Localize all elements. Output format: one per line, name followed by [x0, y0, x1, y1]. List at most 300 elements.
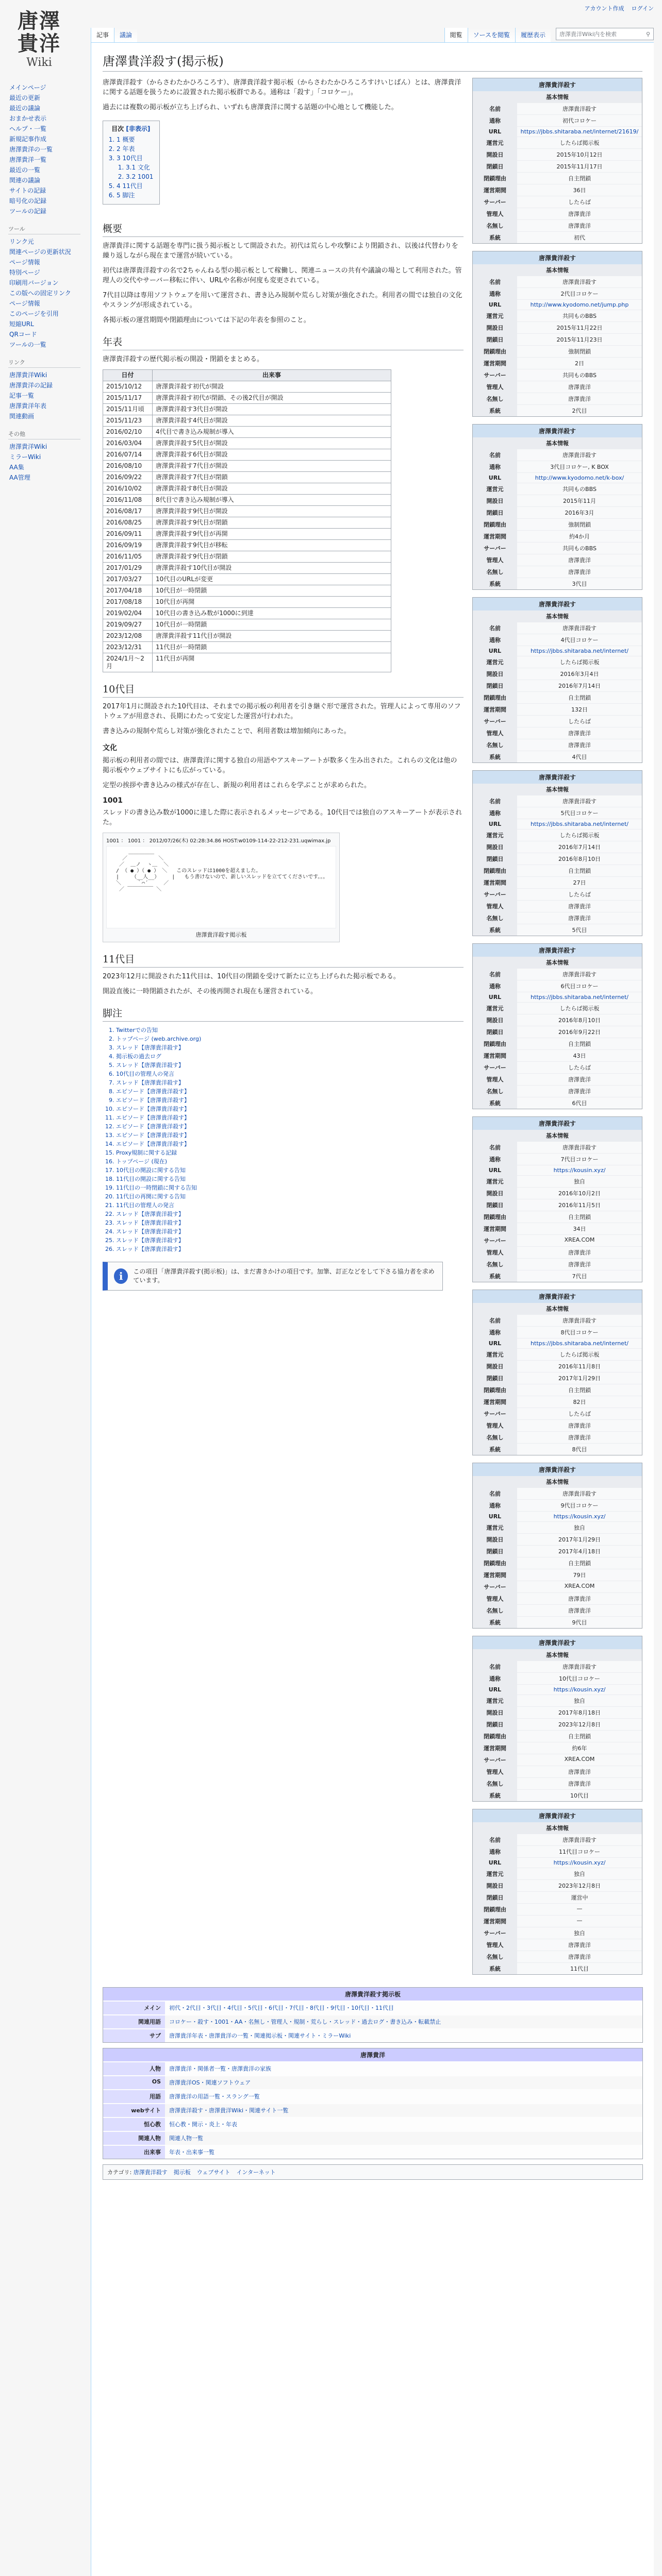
sidebar-item-tools[interactable]: リンク元	[9, 238, 34, 245]
category-link[interactable]: インターネット	[236, 2169, 276, 2176]
sidebar-item-tools[interactable]: 特別ページ	[9, 269, 40, 276]
infobox-value: したらば掲示板	[559, 140, 600, 146]
infobox-key: 運営期間	[473, 1916, 517, 1927]
aa-header: 1001 ： 1001 ： 2012/07/26(木) 02:28:34.86 HOST:w0109-114-22-212-231.uqwimax.jp	[106, 838, 331, 844]
search-icon[interactable]: ⚲	[646, 30, 650, 38]
infobox	[472, 1636, 642, 1802]
infobox-value: 2023年12月8日	[558, 1721, 601, 1728]
reference-item[interactable]: 9. エピソード【唐澤貴洋殺す】	[116, 1096, 464, 1105]
navbox-list[interactable]: 唐澤貴洋年表・唐澤貴洋の一覧・関連掲示板・関連サイト・ミラーWiki	[169, 2032, 351, 2039]
infobox-value: 唐澤貴洋	[568, 1607, 591, 1614]
infobox-value: 3代目コロケー, K BOX	[550, 464, 609, 470]
infobox-key: 通称	[473, 288, 517, 299]
infobox-value[interactable]: http://www.kyodomo.net/jump.php	[530, 301, 629, 308]
infobox-row	[473, 114, 642, 126]
reference-item[interactable]: 26. スレッド【唐澤貴洋殺す】	[116, 1245, 464, 1253]
infobox-row	[473, 310, 642, 321]
infobox-row	[473, 1730, 642, 1742]
reference-item[interactable]: 24. スレッド【唐澤貴洋殺す】	[116, 1227, 464, 1236]
infobox-row	[473, 103, 642, 114]
reference-item[interactable]: 16. トップページ (現在)	[116, 1157, 464, 1166]
paragraph: 2023年12月に開設された11代目は、10代目の閉鎖を受けて新たに立ち上げられた掲示板である。	[103, 973, 400, 980]
history-event: 唐澤貴洋殺す5代目が開設	[153, 438, 391, 449]
infobox	[472, 78, 642, 244]
infobox-key: サーバー	[473, 196, 517, 208]
navbox-list[interactable]: 唐澤貴洋の用語一覧・スラング一覧	[169, 2093, 260, 2100]
infobox-value[interactable]: http://www.kyodomo.net/k-box/	[535, 474, 624, 481]
sidebar-item-tools[interactable]: QRコード	[9, 331, 37, 338]
infobox-value: 唐澤貴洋	[568, 1261, 591, 1268]
infobox-title: 唐澤貴洋殺す	[473, 598, 642, 611]
navbox-list[interactable]: 初代・2代目・3代目・4代目・5代目・6代目・7代目・8代目・9代目・10代目・11代目	[169, 2005, 394, 2011]
infobox-row	[473, 1396, 642, 1408]
category-link[interactable]: ウェブサイト	[196, 2169, 230, 2176]
infobox-value: 強制閉鎖	[568, 348, 591, 355]
infobox	[472, 1463, 642, 1629]
infobox-key: サーバー	[473, 1581, 517, 1592]
table-row	[103, 642, 391, 653]
infobox-row	[473, 1694, 642, 1706]
infobox-row	[473, 1326, 642, 1338]
infobox-row	[473, 483, 642, 495]
toc-toggle[interactable]: [非表示]	[126, 125, 151, 132]
reference-item[interactable]: 15. Proxy規制に関する記録	[116, 1148, 464, 1157]
navbox-list[interactable]: 唐澤貴洋殺す・唐澤貴洋Wiki・関連サイト一覧	[165, 2104, 642, 2117]
toc-item[interactable]: 2. 2 年表	[117, 144, 153, 154]
sidebar-item-other[interactable]: AA管理	[9, 474, 30, 481]
history-date: 2016/08/10	[103, 461, 153, 472]
reference-item[interactable]: 19. 11代目の一時閉鎖に関する告知	[116, 1183, 464, 1192]
reference-item[interactable]: 21. 11代目の管理人の発言	[116, 1201, 464, 1210]
navbox-list[interactable]: 唐澤貴洋OS・関連ソフトウェア	[165, 2076, 642, 2089]
table-row	[103, 381, 391, 393]
infobox-value: 独自	[574, 1698, 585, 1704]
section-heading-culture: 文化	[103, 744, 117, 752]
infobox-row	[473, 1270, 642, 1282]
sidebar-nav	[8, 82, 91, 216]
infobox-value[interactable]: https://jbbs.shitaraba.net/internet/	[531, 821, 628, 827]
infobox-value[interactable]: https://jbbs.shitaraba.net/internet/	[531, 1340, 628, 1347]
infobox-row	[473, 1581, 642, 1592]
infobox-row	[473, 1419, 642, 1431]
infobox-row	[473, 1199, 642, 1211]
infobox-row	[473, 1211, 642, 1223]
infobox	[472, 251, 642, 417]
infobox-row	[473, 715, 642, 727]
infobox-key: 閉鎖理由	[473, 692, 517, 703]
infobox-value: 2017年1月29日	[558, 1375, 601, 1382]
sidebar-item-links[interactable]: 唐澤貴洋Wiki	[9, 371, 47, 379]
infobox-key: URL	[473, 1512, 517, 1521]
infobox-row	[473, 1073, 642, 1085]
infobox-key: 名無し	[473, 1259, 517, 1270]
infobox-row	[473, 622, 642, 634]
sidebar-item-tools[interactable]: このページを引用	[9, 310, 59, 317]
sidebar-item-nav[interactable]: 最近の一覧	[9, 166, 41, 174]
tab-read[interactable]: 閲覧	[444, 28, 468, 42]
infobox-key: 開設日	[473, 668, 517, 680]
infobox-value: 唐澤貴洋殺す	[562, 625, 597, 632]
infobox-value: 共同ものBBS	[562, 545, 597, 552]
infobox-value: 2015年11月17日	[556, 163, 603, 170]
infobox-value[interactable]: https://kousin.xyz/	[553, 1167, 606, 1174]
category-link[interactable]: 掲示板	[173, 2169, 191, 2176]
navbox-list[interactable]: 唐澤貴洋・関係者一覧・唐澤貴洋の家族	[169, 2065, 271, 2072]
reference-item[interactable]: 11. エピソード【唐澤貴洋殺す】	[116, 1113, 464, 1122]
sidebar-item-tools[interactable]: ページ情報	[9, 300, 40, 307]
infobox-key: 名前	[473, 1142, 517, 1153]
infobox-value: 唐澤貴洋	[568, 1769, 591, 1775]
infobox-row	[473, 1348, 642, 1360]
infobox-row	[473, 208, 642, 219]
infobox-value[interactable]: https://jbbs.shitaraba.net/internet/	[531, 994, 628, 1001]
infobox-value: 唐澤貴洋	[568, 211, 591, 217]
infobox-value: 独自	[574, 1524, 585, 1531]
section-heading-notes: 脚注	[103, 1006, 464, 1022]
infobox-key: 通称	[473, 461, 517, 472]
infobox-row	[473, 1857, 642, 1868]
infobox-row	[473, 554, 642, 566]
infobox-row	[473, 1487, 642, 1499]
history-date: 2015/11月頃	[103, 404, 153, 415]
infobox-row	[473, 381, 642, 393]
infobox-key: 運営元	[473, 1695, 517, 1706]
infobox-value: 132日	[571, 706, 588, 713]
sidebar-item-nav[interactable]: ツールの記録	[9, 208, 46, 215]
sidebar-item-nav[interactable]: 唐澤貴洋一覧	[9, 156, 47, 163]
history-event: 8代目で書き込み規制が導入	[153, 495, 391, 506]
infobox-value: 唐澤貴洋	[568, 1249, 591, 1256]
infobox-value: 2016年3月	[565, 510, 594, 516]
sidebar-item-tools[interactable]: 印刷用バージョン	[9, 279, 59, 286]
infobox-key: URL	[473, 1338, 517, 1348]
sidebar-item-nav[interactable]: 関連の議論	[9, 177, 41, 184]
infobox-value: 約6年	[572, 1745, 587, 1752]
infobox-key: 管理人	[473, 1766, 517, 1777]
infobox-key: 系統	[473, 405, 517, 416]
infobox-value: —	[576, 1917, 583, 1924]
reference-item[interactable]: 14. エピソード【唐澤貴洋殺す】	[116, 1140, 464, 1148]
infobox-key: 閉鎖日	[473, 1026, 517, 1038]
reference-item[interactable]: 17. 10代目の開設に関する告知	[116, 1166, 464, 1175]
history-table	[103, 369, 391, 672]
sidebar-item-nav[interactable]: おまかせ表示	[9, 115, 47, 122]
history-date: 2017/08/18	[103, 597, 153, 608]
infobox-key: 名前	[473, 969, 517, 980]
navbox-group: OS	[103, 2076, 165, 2089]
infobox-value: 6代目	[572, 1100, 587, 1107]
personal-tools	[585, 4, 654, 12]
infobox-value: 11代目コロケー	[559, 1849, 600, 1855]
toc-item[interactable]: 3. 3 10代目	[117, 154, 153, 163]
sidebar-item-other[interactable]: 唐澤貴洋Wiki	[9, 443, 47, 450]
infobox-value: 2016年3月4日	[560, 671, 599, 677]
navbox-list[interactable]: 恒心教・開示・炎上・年表	[169, 2121, 237, 2128]
infobox-value: 唐澤貴洋	[568, 1422, 591, 1429]
navbox-list[interactable]: コロケー・殺す・1001・AA・名無し・管理人・規制・荒らし・スレッド・過去ログ・書き込み・転載禁止	[165, 2015, 642, 2028]
infobox-key: 運営元	[473, 310, 517, 321]
infobox-value: 初代	[574, 234, 585, 241]
infobox-subtitle: 基本情報	[473, 91, 642, 103]
navbox-list[interactable]: 関連人物一覧	[165, 2132, 642, 2145]
reference-item[interactable]: 18. 11代目の開設に関する告知	[116, 1175, 464, 1183]
reference-item[interactable]: 1. Twitterでの告知	[116, 1026, 464, 1035]
infobox-key: 系統	[473, 1444, 517, 1455]
infobox-row	[473, 219, 642, 231]
infobox-key: 運営期間	[473, 531, 517, 542]
infobox-value: 共同ものBBS	[562, 486, 597, 493]
history-event: 唐澤貴洋殺す10代目が開設	[153, 563, 391, 574]
infobox-row	[473, 634, 642, 646]
infobox	[472, 597, 642, 763]
reference-item[interactable]: 2. トップページ (web.archive.org)	[116, 1035, 464, 1043]
infobox-row	[473, 968, 642, 980]
page-title: 唐澤貴洋殺す(掲示板)	[103, 51, 642, 72]
infobox-value: 唐澤貴洋	[568, 730, 591, 737]
reference-item[interactable]: 8. エピソード【唐澤貴洋殺す】	[116, 1087, 464, 1096]
infobox-row	[473, 912, 642, 924]
infobox-value: 約4か月	[569, 533, 590, 540]
infobox-key: 閉鎖理由	[473, 1904, 517, 1915]
sidebar-item-tools[interactable]: ページ情報	[9, 259, 40, 266]
history-date: 2016/07/14	[103, 449, 153, 461]
history-event: 唐澤貴洋殺す9代目が開設	[153, 506, 391, 517]
reference-item[interactable]: 5. スレッド【唐澤貴洋殺す】	[116, 1061, 464, 1070]
infobox-key: 閉鎖理由	[473, 1211, 517, 1223]
infobox-value: 唐澤貴洋	[568, 396, 591, 402]
reference-item[interactable]: 10. エピソード【唐澤貴洋殺す】	[116, 1105, 464, 1113]
history-date: 2016/02/10	[103, 427, 153, 438]
infobox-value: したらば	[568, 891, 591, 898]
login-link[interactable]: ログイン	[631, 5, 654, 12]
infobox-row	[473, 449, 642, 461]
infobox-row	[473, 668, 642, 680]
infobox-key: 開設日	[473, 149, 517, 160]
infobox-value: 唐澤貴洋殺す	[562, 798, 597, 805]
infobox-key: 閉鎖理由	[473, 346, 517, 357]
sidebar-item-nav[interactable]: 唐澤貴洋の一覧	[9, 146, 53, 153]
infobox-value: 11代目	[570, 1965, 589, 1972]
toc-item[interactable]: 1. 3.1 文化	[126, 163, 153, 172]
infobox-value: 唐澤貴洋	[568, 915, 591, 922]
history-event: 唐澤貴洋殺す初代が開設	[153, 381, 391, 393]
tab-talk[interactable]: 議論	[114, 28, 137, 42]
infobox-value: 唐澤貴洋	[568, 1596, 591, 1602]
infobox-key: 名無し	[473, 566, 517, 578]
navbox-group: 恒心教	[103, 2118, 165, 2131]
infobox-value[interactable]: https://kousin.xyz/	[553, 1859, 606, 1866]
reference-item[interactable]: 25. スレッド【唐澤貴洋殺す】	[116, 1236, 464, 1245]
infobox-key: URL	[473, 1165, 517, 1175]
infobox-value[interactable]: https://jbbs.shitaraba.net/internet/21619/	[520, 128, 639, 135]
infobox-row	[473, 1754, 642, 1766]
history-intro: 唐澤貴洋殺すの歴代掲示板の開設・閉鎖をまとめる。	[103, 355, 264, 363]
history-date: 2016/11/05	[103, 551, 153, 563]
navbox-group: 用語	[103, 2090, 165, 2103]
infobox-value: 3代目	[572, 581, 587, 587]
infobox-value: 2016年7月14日	[558, 844, 601, 851]
infobox-value: 2015年10月12日	[556, 151, 603, 158]
navbox-main	[103, 2048, 643, 2159]
infobox-value: したらば	[568, 1064, 591, 1071]
view-tabs	[444, 22, 654, 42]
infobox-value: 唐澤貴洋殺す	[562, 279, 597, 285]
history-date: 2017/04/18	[103, 585, 153, 597]
history-date: 2016/10/02	[103, 483, 153, 495]
toc-item[interactable]: 2. 3.2 1001	[126, 172, 153, 181]
tab-history[interactable]: 履歴表示	[515, 28, 551, 42]
reference-item[interactable]: 12. エピソード【唐澤貴洋殺す】	[116, 1122, 464, 1131]
sidebar-item-nav[interactable]: 最近の更新	[9, 94, 41, 101]
history-event: 唐澤貴洋殺す3代目が開設	[153, 404, 391, 415]
infobox-key: 開設日	[473, 1188, 517, 1199]
infobox-value: 初代コロケー	[562, 117, 597, 124]
logo-line1: 唐澤	[18, 8, 61, 33]
sidebar-item-tools[interactable]: この版への固定リンク	[9, 290, 71, 297]
infobox-row	[473, 1097, 642, 1109]
sidebar-item-nav[interactable]: 最近の議論	[9, 105, 41, 112]
infobox-row	[473, 1499, 642, 1511]
search-box[interactable]	[556, 28, 654, 40]
sidebar-item-nav[interactable]: メインページ	[9, 84, 46, 91]
sidebar-item-links[interactable]: 唐澤貴洋の記録	[9, 382, 53, 389]
table-row	[103, 483, 391, 495]
sidebar-item-nav[interactable]: 新規記事作成	[9, 135, 47, 143]
infobox-value: したらば掲示板	[559, 832, 600, 839]
table-row	[103, 585, 391, 597]
infobox-value: 唐澤貴洋	[568, 903, 591, 910]
infobox-key: 通称	[473, 634, 517, 646]
infobox-value: 5代目コロケー	[560, 810, 599, 817]
infobox-key: 名前	[473, 622, 517, 634]
infobox-row	[473, 646, 642, 656]
infobox-row	[473, 530, 642, 542]
navbox-group: 関連人物	[103, 2132, 165, 2145]
infobox-row	[473, 1834, 642, 1845]
paragraph: 各掲示板の運営期間や閉鎖理由については下記の年表を参照のこと。	[103, 316, 310, 324]
infobox-key: サーバー	[473, 1062, 517, 1073]
infobox-row	[473, 231, 642, 243]
infobox-row	[473, 853, 642, 865]
infobox-row	[473, 1545, 642, 1557]
sidebar-item-tools[interactable]: 関連ページの更新状況	[9, 248, 71, 256]
infobox-row	[473, 1521, 642, 1533]
infobox-value: 2016年11月5日	[558, 1202, 601, 1209]
history-event: 11代目が一時閉鎖	[153, 642, 391, 653]
reference-item[interactable]: 3. スレッド【唐澤貴洋殺す】	[116, 1043, 464, 1052]
reference-item[interactable]: 7. スレッド【唐澤貴洋殺す】	[116, 1078, 464, 1087]
sidebar-item-links[interactable]: 唐澤貴洋年表	[9, 402, 47, 410]
infobox-key: サーバー	[473, 543, 517, 554]
infobox-row	[473, 819, 642, 829]
infobox-value[interactable]: https://kousin.xyz/	[553, 1686, 606, 1693]
sidebar-item-tools[interactable]: ツールの一覧	[9, 341, 46, 348]
reference-item[interactable]: 22. スレッド【唐澤貴洋殺す】	[116, 1210, 464, 1218]
references-list	[103, 1026, 464, 1253]
infobox-value: 自主閉鎖	[568, 1733, 591, 1740]
sidebar-item-other[interactable]: ミラーWiki	[9, 453, 41, 461]
history-date: 2015/10/12	[103, 381, 153, 393]
infobox-row	[473, 1223, 642, 1234]
table-row	[103, 449, 391, 461]
navbox-group: webサイト	[103, 2104, 165, 2117]
toc-item[interactable]: 6. 5 脚注	[117, 191, 153, 200]
table-row	[103, 619, 391, 631]
infobox-row	[473, 1939, 642, 1951]
infobox-title: 唐澤貴洋殺す	[473, 78, 642, 91]
sidebar-item-links[interactable]: 記事一覧	[9, 392, 35, 399]
infobox-key: 閉鎖理由	[473, 865, 517, 876]
history-date: 2015/11/17	[103, 393, 153, 404]
history-event: 10代目のURLが変更	[153, 574, 391, 585]
infobox-row	[473, 1604, 642, 1616]
infobox-key: 運営元	[473, 1522, 517, 1533]
history-event: 唐澤貴洋殺す8代目が開設	[153, 483, 391, 495]
infobox-key: 管理人	[473, 1939, 517, 1951]
history-event: 10代目が再開	[153, 597, 391, 608]
infobox-title: 唐澤貴洋殺す	[473, 1117, 642, 1130]
navbox-row	[103, 2089, 642, 2103]
sidebar-item-nav[interactable]: サイトの記録	[9, 187, 46, 194]
infobox-key: 閉鎖日	[473, 1199, 517, 1211]
infobox-row	[473, 1360, 642, 1372]
navbox-list[interactable]: 年表・出来事一覧	[169, 2149, 214, 2156]
reference-item[interactable]: 4. 掲示板の過去ログ	[116, 1052, 464, 1061]
infobox-value[interactable]: https://kousin.xyz/	[553, 1513, 606, 1520]
reference-item[interactable]: 20. 11代目の再開に関する告知	[116, 1192, 464, 1201]
infobox-title: 唐澤貴洋殺す	[473, 1290, 642, 1303]
reference-item[interactable]: 6. 10代目の管理人の発言	[116, 1070, 464, 1078]
search-input[interactable]: 唐澤貴洋Wiki内を検索	[559, 31, 617, 38]
sidebar-item-links[interactable]: 関連動画	[9, 413, 35, 420]
category-link[interactable]: 唐澤貴洋殺す	[133, 2169, 168, 2176]
toc-item[interactable]: 1. 1 概要	[117, 135, 153, 144]
infobox-key: 管理人	[473, 208, 517, 219]
history-col-event: 出来事	[153, 370, 391, 381]
infobox-row	[473, 148, 642, 160]
infobox-row	[473, 1845, 642, 1857]
tab-view-source[interactable]: ソースを閲覧	[468, 28, 515, 42]
reference-item[interactable]: 23. スレッド【唐澤貴洋殺す】	[116, 1218, 464, 1227]
infobox-key: 運営元	[473, 829, 517, 841]
sidebar-item-nav[interactable]: 暗号化の記録	[9, 197, 47, 205]
create-account-link[interactable]: アカウント作成	[584, 5, 624, 12]
infobox-value: 27日	[573, 879, 586, 886]
site-logo[interactable]	[7, 7, 71, 71]
toc-item[interactable]: 5. 4 11代目	[117, 181, 153, 191]
infobox-row	[473, 1258, 642, 1270]
infobox-key: 管理人	[473, 1074, 517, 1085]
sidebar-other-heading: その他	[8, 430, 80, 439]
infobox-value[interactable]: https://jbbs.shitaraba.net/internet/	[531, 648, 628, 654]
sidebar-item-nav[interactable]: ヘルプ・一覧	[9, 125, 47, 132]
lead-paragraph: 唐澤貴洋殺す（からさわたかひろころす）、唐澤貴洋殺す掲示板（からさわたかひろころすけいじばん）とは、唐澤貴洋に関する話題を扱うために設置された掲示板群である。通称は「殺す」「コロケー」。	[103, 79, 461, 96]
sidebar-item-other[interactable]: AA集	[9, 464, 24, 471]
history-date: 2016/08/17	[103, 506, 153, 517]
tab-article[interactable]: 記事	[91, 28, 114, 42]
infobox-key: 運営期間	[473, 1050, 517, 1061]
sidebar-item-tools[interactable]: 短縮URL	[9, 320, 34, 328]
infobox-row	[473, 1777, 642, 1789]
infobox-row	[473, 160, 642, 172]
infobox-value: —	[576, 1905, 583, 1912]
infobox-row	[473, 656, 642, 668]
infobox-key: 開設日	[473, 1361, 517, 1372]
reference-item[interactable]: 13. エピソード【唐澤貴洋殺す】	[116, 1131, 464, 1140]
infobox-key: 管理人	[473, 1420, 517, 1431]
sidebar-other	[8, 430, 91, 483]
infobox-value: 唐澤貴洋	[568, 557, 591, 564]
